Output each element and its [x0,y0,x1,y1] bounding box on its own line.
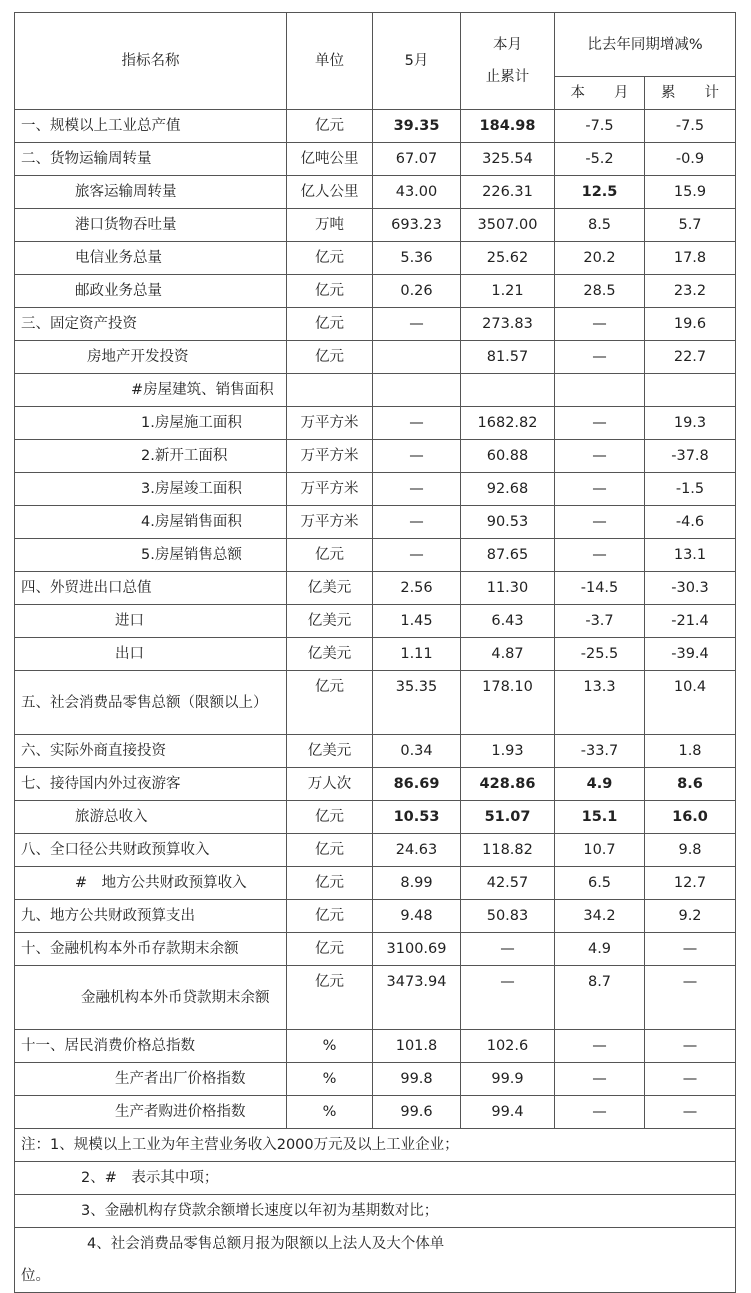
row-yoy-month: 8.5 [555,209,645,242]
row-unit: 亿美元 [287,735,373,768]
table-row [15,638,736,671]
row-name: 房地产开发投资 [15,341,287,374]
row-yoy-month: — [555,506,645,539]
row-yoy-month: — [555,473,645,506]
row-yoy-month: 13.3 [555,671,645,735]
table-row [15,341,736,374]
header-month: 5月 [373,13,461,110]
row-yoy-month: — [555,539,645,572]
table-row [15,867,736,900]
row-yoy-month: — [555,1096,645,1129]
row-unit: 亿元 [287,242,373,275]
table-row [15,1096,736,1129]
row-ytd: 118.82 [461,834,555,867]
row-month: 5.36 [373,242,461,275]
row-yoy-ytd: 15.9 [645,176,736,209]
header-row [15,13,736,77]
table-row [15,735,736,768]
row-ytd: 3507.00 [461,209,555,242]
row-yoy-ytd: 12.7 [645,867,736,900]
row-name: 出口 [15,638,287,671]
row-name: 八、全口径公共财政预算收入 [15,834,287,867]
row-ytd: 11.30 [461,572,555,605]
row-yoy-month: 34.2 [555,900,645,933]
row-yoy-ytd: -30.3 [645,572,736,605]
table-row [15,605,736,638]
row-yoy-month: — [555,1063,645,1096]
row-unit: % [287,1096,373,1129]
row-name: 生产者出厂价格指数 [15,1063,287,1096]
row-month: 99.8 [373,1063,461,1096]
row-unit: 万平方米 [287,506,373,539]
row-yoy-ytd: 16.0 [645,801,736,834]
row-ytd: — [461,933,555,966]
row-name: 邮政业务总量 [15,275,287,308]
row-unit: 万平方米 [287,440,373,473]
row-unit: 亿美元 [287,572,373,605]
row-month: — [373,539,461,572]
row-yoy-ytd: — [645,1096,736,1129]
row-unit: 万人次 [287,768,373,801]
row-ytd: 178.10 [461,671,555,735]
row-month: 86.69 [373,768,461,801]
row-yoy-month: 20.2 [555,242,645,275]
statistics-table [14,12,736,1293]
row-unit: 亿元 [287,966,373,1030]
row-unit: % [287,1063,373,1096]
row-month: 10.53 [373,801,461,834]
row-month [373,374,461,407]
row-unit: 万吨 [287,209,373,242]
row-yoy-ytd: -39.4 [645,638,736,671]
table-row [15,801,736,834]
table-row [15,407,736,440]
row-name: 3.房屋竣工面积 [15,473,287,506]
row-ytd: 102.6 [461,1030,555,1063]
table-row [15,1063,736,1096]
row-month: — [373,506,461,539]
row-unit: 亿元 [287,900,373,933]
row-month: — [373,407,461,440]
row-yoy-month: 12.5 [555,176,645,209]
row-yoy-month: 15.1 [555,801,645,834]
row-yoy-month: 8.7 [555,966,645,1030]
row-name: 4.房屋销售面积 [15,506,287,539]
row-yoy-month: — [555,1030,645,1063]
row-ytd: 1.21 [461,275,555,308]
row-ytd: 184.98 [461,110,555,143]
row-unit: 亿元 [287,110,373,143]
note-row [15,1129,736,1162]
row-name: 七、接待国内外过夜游客 [15,768,287,801]
table-row [15,671,736,735]
row-month: 2.56 [373,572,461,605]
row-ytd: 81.57 [461,341,555,374]
row-name: 旅游总收入 [15,801,287,834]
row-ytd: 226.31 [461,176,555,209]
row-month: 1.11 [373,638,461,671]
row-ytd: — [461,966,555,1030]
row-name: 十一、居民消费价格总指数 [15,1030,287,1063]
row-month: 67.07 [373,143,461,176]
row-name: 电信业务总量 [15,242,287,275]
row-yoy-month: 6.5 [555,867,645,900]
row-unit [287,374,373,407]
row-ytd: 325.54 [461,143,555,176]
row-ytd: 92.68 [461,473,555,506]
row-month: 24.63 [373,834,461,867]
row-yoy-month: -25.5 [555,638,645,671]
row-name: 2.新开工面积 [15,440,287,473]
table-row [15,506,736,539]
row-unit: 亿人公里 [287,176,373,209]
row-ytd: 428.86 [461,768,555,801]
row-name: 十、金融机构本外币存款期末余额 [15,933,287,966]
table-row [15,374,736,407]
row-unit: 亿元 [287,867,373,900]
row-yoy-ytd: — [645,1030,736,1063]
row-yoy-month: — [555,407,645,440]
row-yoy-month: -3.7 [555,605,645,638]
table-row [15,933,736,966]
row-name: 旅客运输周转量 [15,176,287,209]
row-name: 生产者购进价格指数 [15,1096,287,1129]
note-row [15,1195,736,1228]
row-month: 0.26 [373,275,461,308]
row-yoy-ytd: -7.5 [645,110,736,143]
row-unit: 亿元 [287,834,373,867]
row-yoy-ytd: 13.1 [645,539,736,572]
row-month: 99.6 [373,1096,461,1129]
row-name: 九、地方公共财政预算支出 [15,900,287,933]
row-ytd: 99.4 [461,1096,555,1129]
row-month: 35.35 [373,671,461,735]
row-ytd: 273.83 [461,308,555,341]
row-yoy-ytd: 8.6 [645,768,736,801]
row-yoy-ytd: 22.7 [645,341,736,374]
row-name: 三、固定资产投资 [15,308,287,341]
table-row [15,539,736,572]
table-row [15,834,736,867]
row-unit: 亿美元 [287,605,373,638]
row-name: 六、实际外商直接投资 [15,735,287,768]
row-yoy-ytd: 5.7 [645,209,736,242]
table-row [15,473,736,506]
row-month: 1.45 [373,605,461,638]
row-unit: % [287,1030,373,1063]
row-yoy-ytd: — [645,933,736,966]
table-row [15,572,736,605]
row-ytd: 1.93 [461,735,555,768]
row-yoy-ytd: 17.8 [645,242,736,275]
row-unit: 亿元 [287,341,373,374]
header-yoy-month: 本 月 [555,77,645,110]
row-month: 8.99 [373,867,461,900]
row-ytd [461,374,555,407]
row-unit: 亿元 [287,801,373,834]
table-row [15,768,736,801]
row-month: 693.23 [373,209,461,242]
row-yoy-ytd: — [645,966,736,1030]
table-row [15,1030,736,1063]
row-yoy-ytd: 9.2 [645,900,736,933]
row-name: # 地方公共财政预算收入 [15,867,287,900]
note-1: 注：1、规模以上工业为年主营业务收入2000万元及以上工业企业； [15,1129,736,1162]
row-month: 3100.69 [373,933,461,966]
row-yoy-ytd: -4.6 [645,506,736,539]
row-name: 四、外贸进出口总值 [15,572,287,605]
row-yoy-ytd: 19.3 [645,407,736,440]
row-yoy-ytd: 19.6 [645,308,736,341]
row-ytd: 4.87 [461,638,555,671]
table-row [15,110,736,143]
row-yoy-ytd: -21.4 [645,605,736,638]
row-ytd: 90.53 [461,506,555,539]
row-month: 43.00 [373,176,461,209]
table-row [15,242,736,275]
row-month: — [373,473,461,506]
row-yoy-ytd: -37.8 [645,440,736,473]
row-ytd: 51.07 [461,801,555,834]
row-yoy-ytd: — [645,1063,736,1096]
row-yoy-ytd: 10.4 [645,671,736,735]
row-yoy-ytd: 23.2 [645,275,736,308]
header-unit: 单位 [287,13,373,110]
row-yoy-month: — [555,308,645,341]
table-row [15,966,736,1030]
note-row [15,1162,736,1195]
table-row [15,440,736,473]
row-unit: 亿元 [287,308,373,341]
table-row [15,275,736,308]
row-name: 二、货物运输周转量 [15,143,287,176]
row-yoy-month: — [555,440,645,473]
row-month: 9.48 [373,900,461,933]
row-yoy-ytd [645,374,736,407]
row-yoy-month: 28.5 [555,275,645,308]
row-name: 进口 [15,605,287,638]
row-month: 3473.94 [373,966,461,1030]
row-ytd: 25.62 [461,242,555,275]
row-ytd: 6.43 [461,605,555,638]
row-yoy-month: -7.5 [555,110,645,143]
row-unit: 亿元 [287,275,373,308]
row-unit: 万平方米 [287,473,373,506]
row-yoy-month: -14.5 [555,572,645,605]
header-yoy-ytd: 累 计 [645,77,736,110]
row-name: 1.房屋施工面积 [15,407,287,440]
row-name: 五、社会消费品零售总额（限额以上） [15,671,287,735]
header-yoy-group: 比去年同期增减% [555,13,736,77]
row-yoy-month: — [555,341,645,374]
table-row [15,209,736,242]
row-unit: 亿元 [287,671,373,735]
row-yoy-ytd: -1.5 [645,473,736,506]
row-ytd: 87.65 [461,539,555,572]
row-yoy-month: 4.9 [555,768,645,801]
row-unit: 亿吨公里 [287,143,373,176]
note-2: 2、# 表示其中项； [15,1162,736,1195]
header-ytd: 本月 止累计 [461,13,555,110]
table-row [15,143,736,176]
row-yoy-ytd: 9.8 [645,834,736,867]
row-yoy-month: -5.2 [555,143,645,176]
row-month: — [373,308,461,341]
row-month: 0.34 [373,735,461,768]
row-yoy-month: 10.7 [555,834,645,867]
row-yoy-ytd: 1.8 [645,735,736,768]
row-yoy-month: 4.9 [555,933,645,966]
row-ytd: 1682.82 [461,407,555,440]
row-ytd: 99.9 [461,1063,555,1096]
row-ytd: 50.83 [461,900,555,933]
row-name: 港口货物吞吐量 [15,209,287,242]
table-row [15,900,736,933]
row-yoy-ytd: -0.9 [645,143,736,176]
row-unit: 亿元 [287,933,373,966]
row-name: 一、规模以上工业总产值 [15,110,287,143]
row-month [373,341,461,374]
row-month: 39.35 [373,110,461,143]
row-ytd: 42.57 [461,867,555,900]
row-name: 5.房屋销售总额 [15,539,287,572]
note-3: 3、金融机构存贷款余额增长速度以年初为基期数对比； [15,1195,736,1228]
row-month: 101.8 [373,1030,461,1063]
row-name: #房屋建筑、销售面积 [15,374,287,407]
row-yoy-month [555,374,645,407]
row-unit: 亿美元 [287,638,373,671]
table-row [15,176,736,209]
row-ytd: 60.88 [461,440,555,473]
row-name: 金融机构本外币贷款期末余额 [15,966,287,1030]
row-month: — [373,440,461,473]
row-yoy-month: -33.7 [555,735,645,768]
table-row [15,308,736,341]
header-name: 指标名称 [15,13,287,110]
note-4: 4、社会消费品零售总额月报为限额以上法人及大个体单位。 [15,1228,736,1293]
row-unit: 亿元 [287,539,373,572]
row-unit: 万平方米 [287,407,373,440]
note-row [15,1228,736,1293]
